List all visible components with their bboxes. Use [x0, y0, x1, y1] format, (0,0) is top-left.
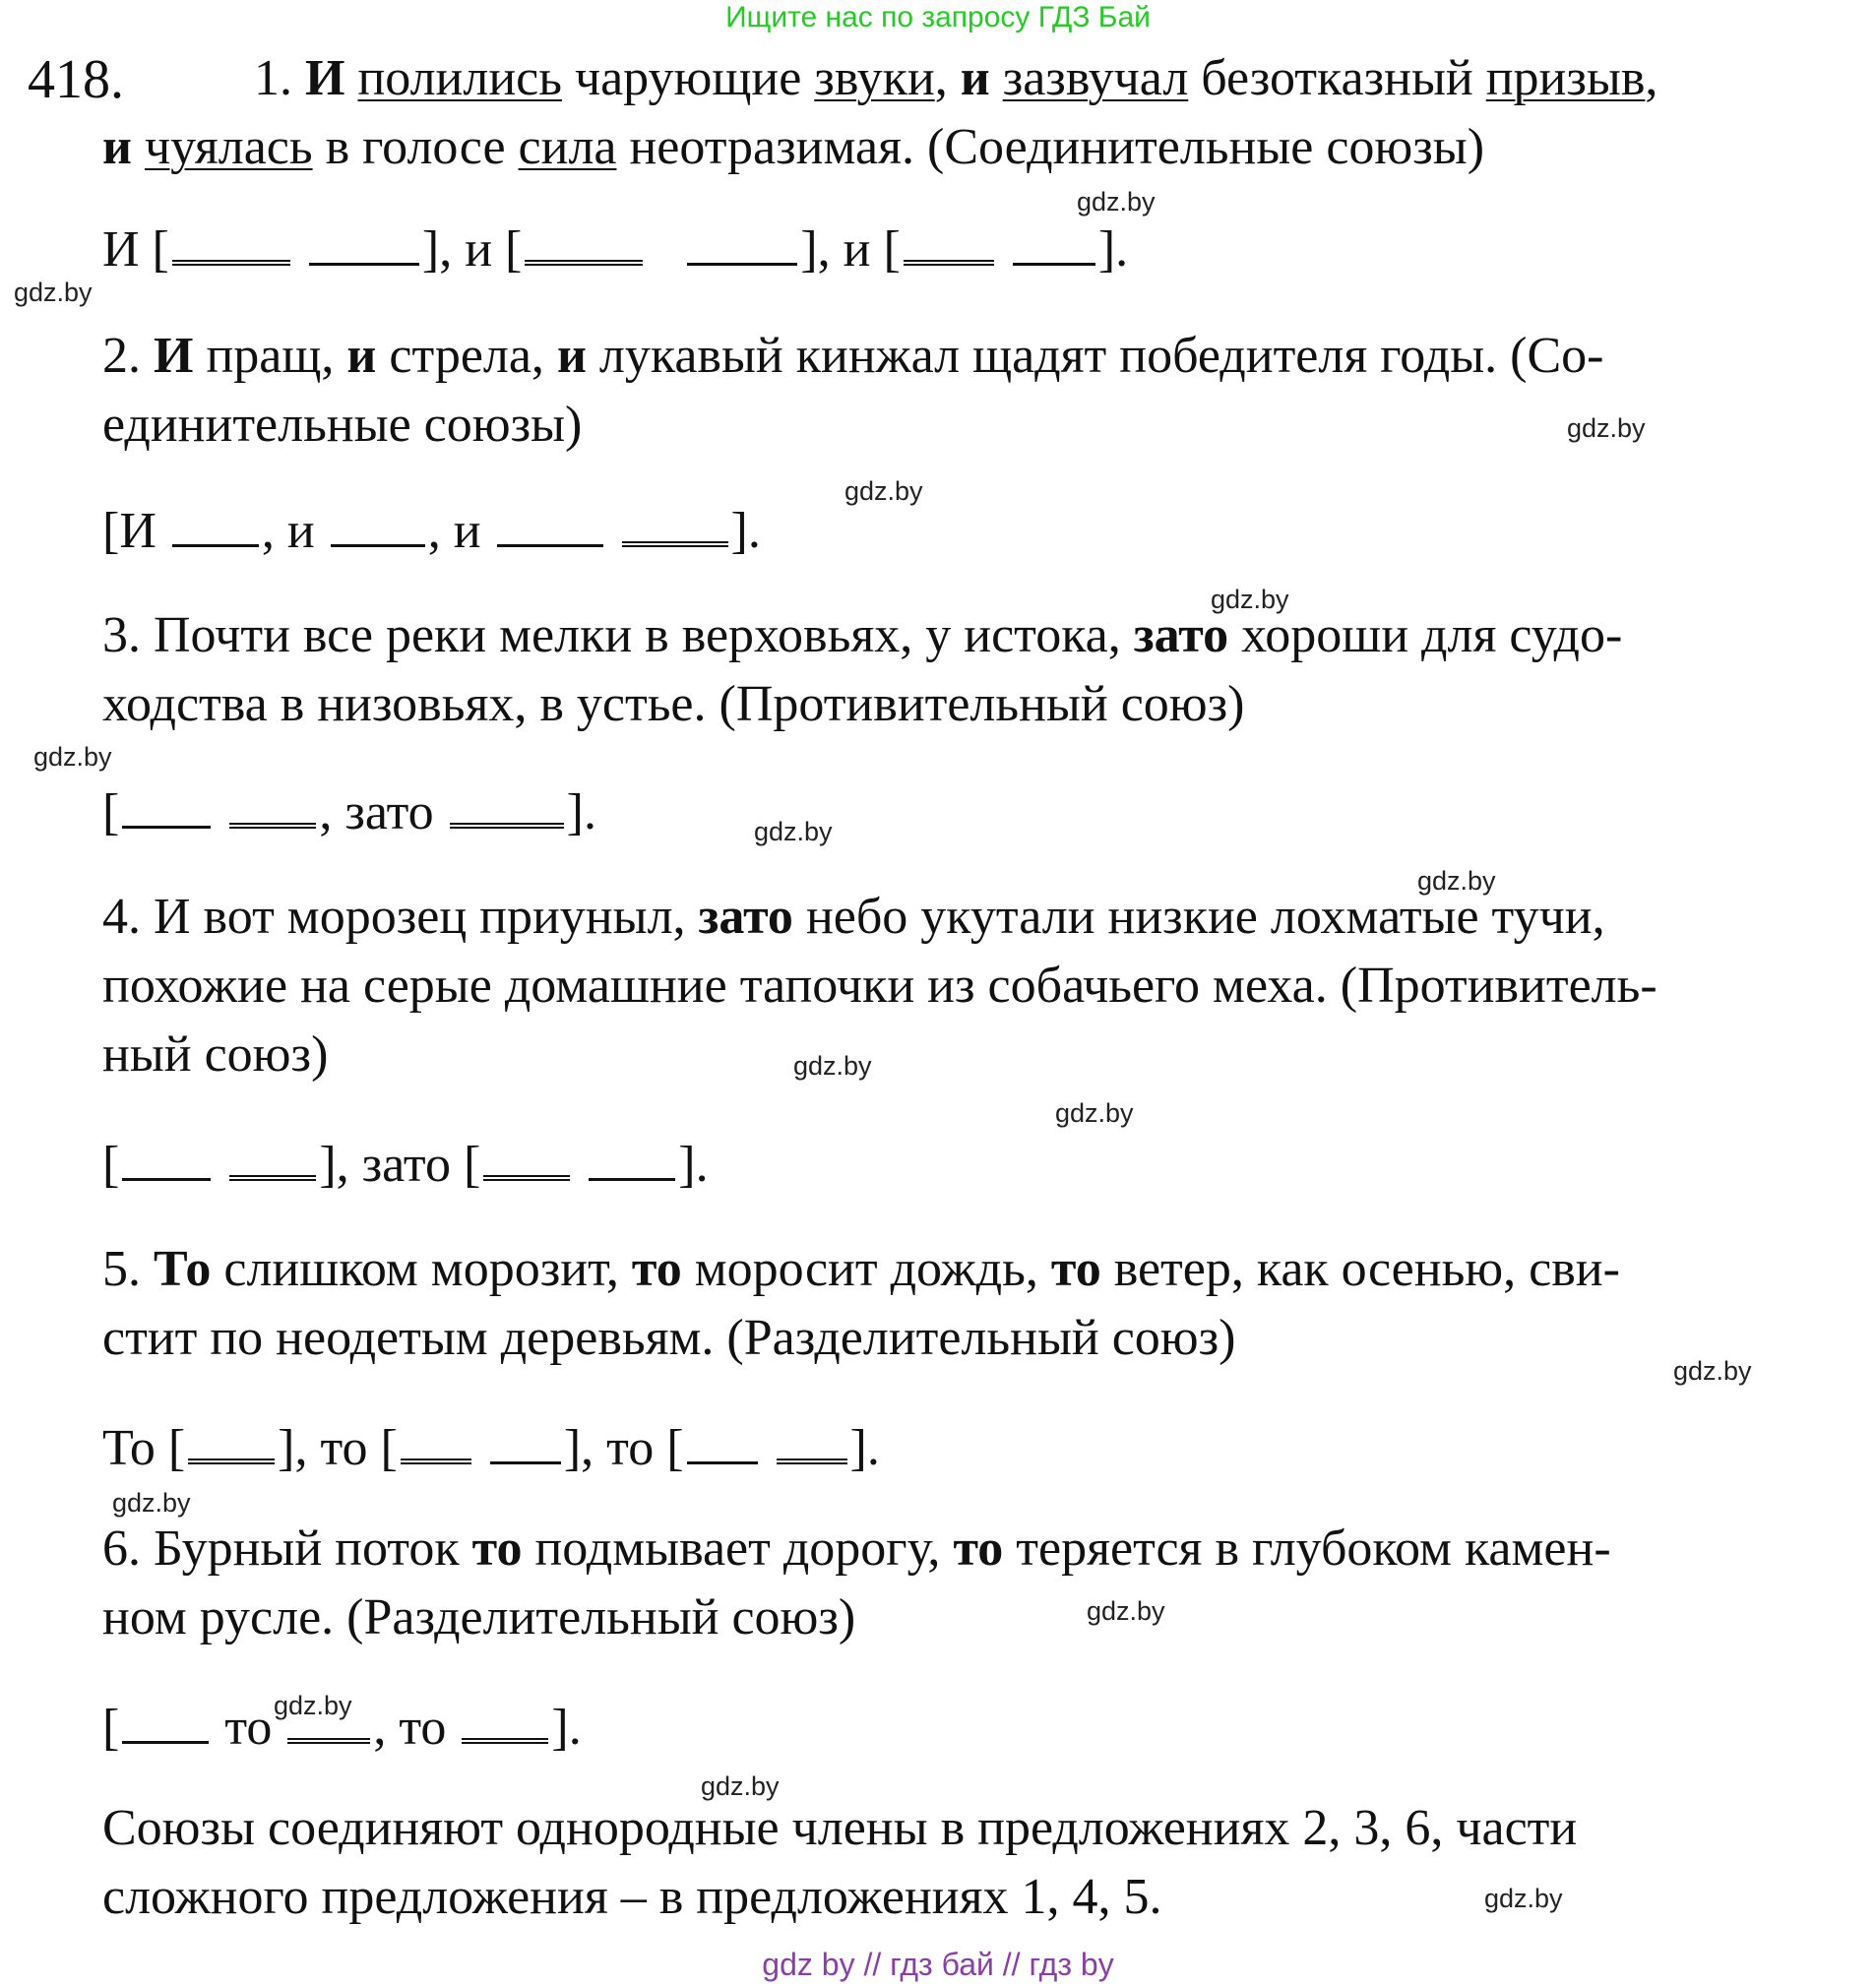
- watermark: gdz.by: [844, 476, 923, 506]
- sentence-1-line-1: 1. И полились чарующие звуки, и зазвучал безотказный призыв,: [254, 50, 1658, 106]
- subject-mark: [122, 826, 211, 829]
- subject-mark: [331, 544, 425, 547]
- watermark: gdz.by: [701, 1771, 780, 1801]
- sentence-3-line-1: 3. Почти все реки мелки в верховьях, у истока, зато хороши для судо-: [102, 607, 1623, 663]
- watermark: gdz.by: [754, 817, 833, 846]
- predicate-mark: [525, 260, 643, 266]
- subject-mark: [687, 263, 797, 266]
- predicate-mark: [777, 1458, 847, 1464]
- watermark: gdz.by: [112, 1488, 191, 1518]
- subject-mark: [122, 1178, 211, 1181]
- watermark: gdz.by: [1077, 187, 1156, 217]
- watermark: gdz.by: [274, 1691, 352, 1720]
- footer-links[interactable]: gdz by // гдз бай // гдз by: [762, 1947, 1114, 1982]
- object-mark: [497, 544, 603, 547]
- sentence-3-scheme: [ , зато ].: [102, 784, 596, 840]
- watermark: gdz.by: [1567, 413, 1646, 443]
- subject-mark: [309, 263, 419, 266]
- watermark: gdz.by: [1417, 866, 1496, 896]
- predicate-mark: [188, 1458, 275, 1464]
- watermark: gdz.by: [1087, 1596, 1165, 1626]
- sentence-2-line-2: единительные союзы): [102, 397, 583, 453]
- predicate-mark: [622, 541, 728, 547]
- sentence-5-line-2: стит по неодетым деревьям. (Разделительный союз): [102, 1310, 1236, 1366]
- exercise-number: 418.: [28, 49, 124, 110]
- watermark: gdz.by: [1673, 1356, 1752, 1386]
- subject-mark: [490, 1461, 561, 1464]
- sentence-3-line-2: ходства в низовьях, в устье. (Противительный союз): [102, 676, 1245, 732]
- predicate-mark: [229, 1175, 316, 1181]
- banner-text[interactable]: Ищите нас по запросу ГДЗ Бай: [725, 1, 1151, 33]
- predicate-mark: [450, 823, 564, 829]
- sentence-5-line-1: 5. То слишком морозит, то моросит дождь, то ветер, как осенью, сви-: [102, 1241, 1620, 1297]
- watermark: gdz.by: [14, 278, 93, 307]
- watermark: gdz.by: [1211, 585, 1289, 614]
- subject-mark: [172, 544, 259, 547]
- predicate-mark: [229, 823, 316, 829]
- subject-mark: [687, 1461, 758, 1464]
- sentence-1-scheme: И [ ], и [ ], и [ ].: [102, 221, 1129, 278]
- sentence-2-scheme: [И , и , и ].: [102, 503, 761, 559]
- predicate-mark: [904, 260, 994, 266]
- sentence-2-line-1: 2. И пращ, и стрела, и лукавый кинжал щадят победителя годы. (Со-: [102, 328, 1604, 384]
- sentence-4-line-2: похожие на серые домашние тапочки из собачьего меха. (Противитель-: [102, 958, 1657, 1014]
- predicate-mark: [172, 260, 290, 266]
- sentence-1-line-2: и чуялась в голосе сила неотразимая. (Соединительные союзы): [102, 119, 1485, 175]
- sentence-4-line-1: 4. И вот морозец приуныл, зато небо укутали низкие лохматые тучи,: [102, 889, 1605, 945]
- subject-mark: [1013, 263, 1095, 266]
- conclusion-line-1: Союзы соединяют однородные члены в предложениях 2, 3, 6, части: [102, 1800, 1578, 1856]
- predicate-mark: [462, 1738, 548, 1744]
- predicate-mark: [483, 1175, 570, 1181]
- sentence-4-scheme: [ ], зато [ ].: [102, 1137, 709, 1193]
- watermark: gdz.by: [33, 742, 112, 772]
- watermark: gdz.by: [1055, 1098, 1134, 1128]
- sentence-6-line-2: ном русле. (Разделительный союз): [102, 1589, 856, 1645]
- predicate-mark: [401, 1458, 471, 1464]
- sentence-4-line-3: ный союз): [102, 1026, 329, 1083]
- watermark: gdz.by: [1484, 1884, 1563, 1913]
- sentence-6-line-1: 6. Бурный поток то подмывает дорогу, то теряется в глубоком камен-: [102, 1521, 1611, 1577]
- subject-mark: [122, 1741, 209, 1744]
- predicate-mark: [287, 1738, 370, 1744]
- sentence-6-scheme: [ то , то ].: [102, 1700, 582, 1756]
- subject-mark: [589, 1178, 675, 1181]
- conclusion-line-2: сложного предложения – в предложениях 1, 4, 5.: [102, 1869, 1162, 1925]
- sentence-5-scheme: То [ ], то [ ], то [ ].: [102, 1420, 880, 1476]
- watermark: gdz.by: [793, 1051, 872, 1081]
